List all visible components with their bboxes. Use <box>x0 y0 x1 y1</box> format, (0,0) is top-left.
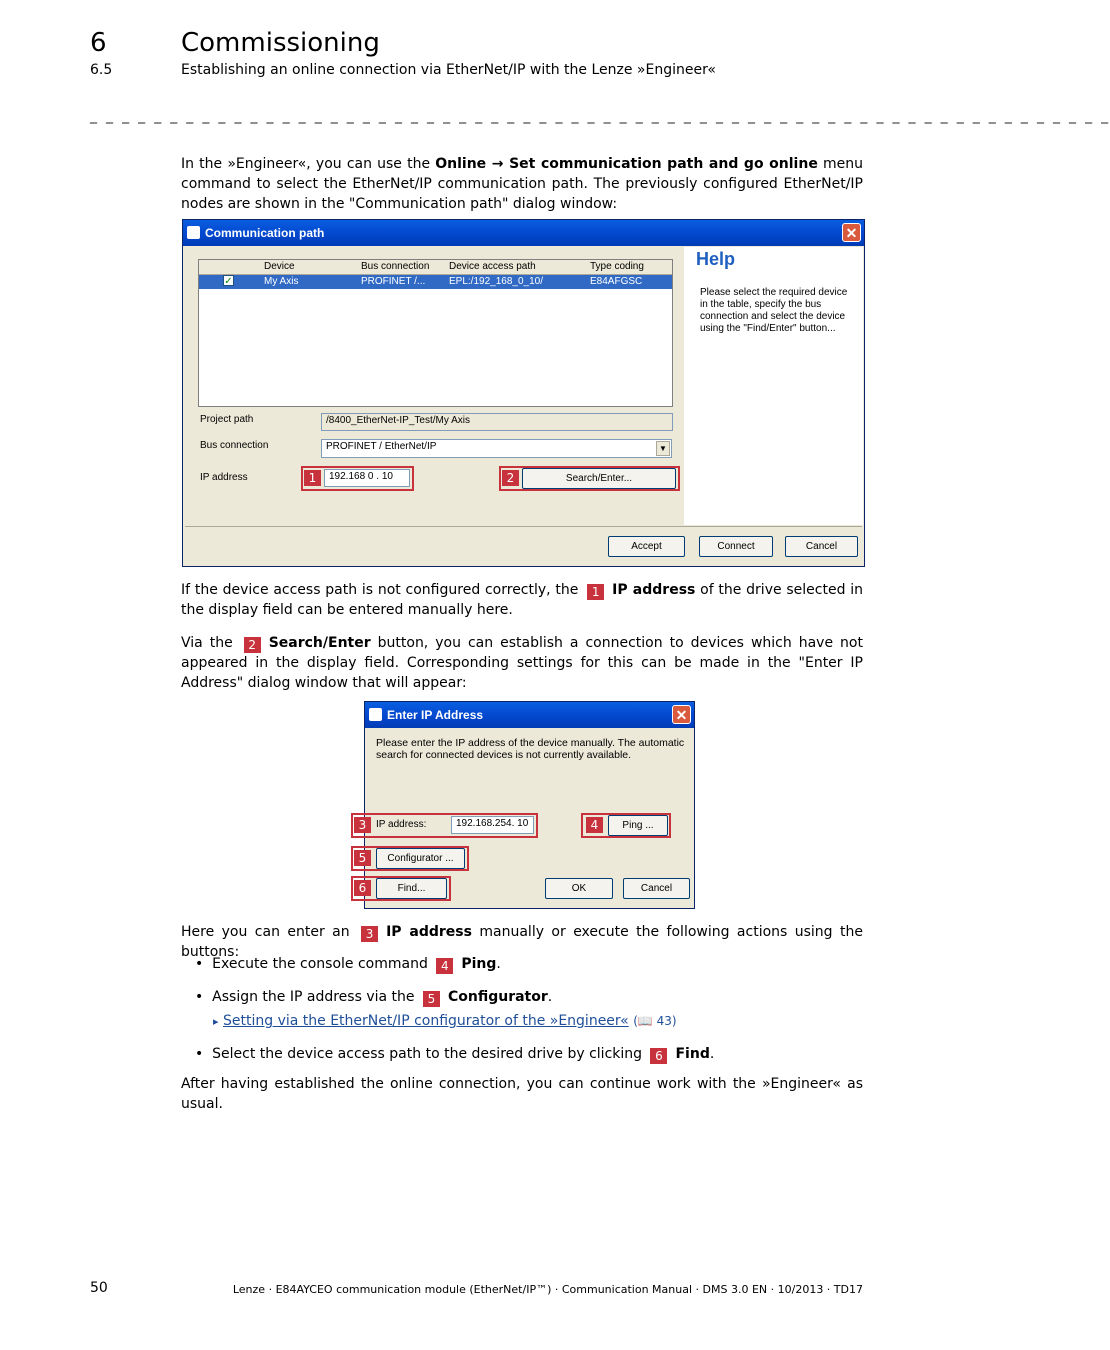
device-table <box>198 259 673 407</box>
bus-connection-label: Bus connection <box>200 440 269 451</box>
enter-ip-address-dialog <box>358 701 695 909</box>
column-header[interactable]: Type coding <box>590 261 644 272</box>
marker-3: 3 <box>354 817 371 833</box>
paragraph-search-enter: Via the 2 Search/Enter button, you can establish a connection to devices which have not appeared in the display field. Corresponding settings for this can be made in the "Enter IP Address" dialog window that will appear: <box>181 635 863 691</box>
marker-2-badge: 2 <box>244 637 261 653</box>
dialog-titlebar <box>365 702 694 728</box>
ip-address-input[interactable]: 192.168 0 . 10 <box>324 469 410 487</box>
dialog-titlebar <box>183 220 864 246</box>
list-item: • Select the device access path to the desired drive by clicking 6 Find. <box>195 1046 715 1063</box>
marker-6: 6 <box>354 880 371 896</box>
column-header[interactable]: Bus connection <box>361 261 430 272</box>
app-icon <box>187 226 200 239</box>
cross-reference <box>213 1013 677 1029</box>
close-icon[interactable]: ✕ <box>672 705 691 724</box>
cancel-button[interactable]: Cancel <box>785 536 858 557</box>
column-header[interactable]: Device <box>264 261 295 272</box>
marker-4: 4 <box>586 817 603 833</box>
section-number: 6.5 <box>90 62 113 78</box>
help-text: Please select the required device in the table, specify the bus connection and select the device using the "Find/Enter" button... <box>700 287 848 334</box>
communication-path-dialog <box>182 219 865 567</box>
connect-button[interactable]: Connect <box>699 536 773 557</box>
marker-1-badge: 1 <box>587 584 604 600</box>
list-item: • Assign the IP address via the 5 Configurator. <box>195 989 553 1006</box>
project-path-field: /8400_EtherNet-IP_Test/My Axis <box>321 413 673 431</box>
marker-1: 1 <box>304 470 321 486</box>
page-number: 50 <box>90 1280 108 1296</box>
left-panel <box>185 247 683 525</box>
list-item: • Execute the console command 4 Ping. <box>195 956 501 973</box>
dialog-title: Enter IP Address <box>387 708 484 722</box>
ip-address-label: IP address: <box>376 819 427 830</box>
find-button[interactable]: Find... <box>376 878 447 899</box>
page-reference[interactable]: (📖 43) <box>633 1014 677 1028</box>
help-title: Help <box>696 249 736 269</box>
cell-path: EPL:/192_168_0_10/ <box>449 276 543 287</box>
configurator-link[interactable]: Setting via the EtherNet/IP configurator of the »Engineer« <box>222 1013 629 1029</box>
table-row[interactable] <box>199 275 672 289</box>
marker-3-badge: 3 <box>361 926 378 942</box>
configurator-button[interactable]: Configurator ... <box>376 848 465 869</box>
paragraph-ip-address: If the device access path is not configured correctly, the 1 IP address of the drive selected in the display field can be entered manually here. <box>181 582 863 618</box>
marker-4-badge: 4 <box>436 958 453 974</box>
chapter-number: 6 <box>90 28 107 58</box>
bus-connection-select[interactable] <box>321 439 672 458</box>
dialog-text: Please enter the IP address of the device manually. The automatic search for connected devices is not currently available. <box>376 737 685 761</box>
cancel-button[interactable]: Cancel <box>623 878 690 899</box>
accept-button[interactable]: Accept <box>608 536 685 557</box>
marker-2: 2 <box>502 470 519 486</box>
table-header <box>199 260 672 275</box>
search-enter-button[interactable]: Search/Enter... <box>522 468 676 489</box>
paragraph-actions: Here you can enter an 3 IP address manually or execute the following actions using the buttons: <box>181 924 863 960</box>
column-header[interactable]: Device access path <box>449 261 536 272</box>
cell-type: E84AFGSC <box>590 276 643 287</box>
marker-5-badge: 5 <box>423 991 440 1007</box>
chapter-title: Commissioning <box>181 28 380 58</box>
dialog-title: Communication path <box>205 226 325 240</box>
close-icon[interactable]: ✕ <box>842 223 861 242</box>
ip-address-input[interactable]: 192.168.254. 10 <box>451 816 534 834</box>
footer-text: Lenze · E84AYCEO communication module (EtherNet/IP™) · Communication Manual · DMS 3.0 EN · 10/2013 · TD17 <box>232 1283 863 1296</box>
cell-device: My Axis <box>264 276 299 287</box>
ok-button[interactable]: OK <box>545 878 613 899</box>
header-rule: _ _ _ _ _ _ _ _ _ _ _ _ _ _ _ _ _ _ _ _ _ _ _ _ _ _ _ _ _ _ _ _ _ _ _ _ _ _ _ _ _ _ _ _ _ _ _ _ _ _ _ _ _ _ _ _ _ _ _ _ _ _ _ _ <box>90 108 1110 124</box>
section-title: Establishing an online connection via EtherNet/IP with the Lenze »Engineer« <box>181 62 716 78</box>
ip-address-label: IP address <box>200 472 248 483</box>
paragraph-closing: After having established the online connection, you can continue work with the »Engineer« as usual. <box>181 1076 863 1112</box>
bus-connection-value: PROFINET / EtherNet/IP <box>326 441 437 452</box>
help-panel <box>684 247 863 525</box>
ping-button[interactable]: Ping ... <box>608 815 668 836</box>
button-bar <box>185 526 862 564</box>
marker-5: 5 <box>354 850 371 866</box>
cell-bus: PROFINET /... <box>361 276 426 287</box>
chevron-down-icon[interactable]: ▼ <box>656 441 670 456</box>
intro-paragraph: In the »Engineer«, you can use the Online → Set communication path and go online menu command to select the EtherNet/IP communication path. The previously configured EtherNet/IP nodes are shown in the "Communication path" dialog window: <box>181 156 863 212</box>
checkbox[interactable]: ✓ <box>224 276 233 287</box>
arrow-right-icon: ▸ <box>213 1015 219 1028</box>
app-icon <box>369 708 382 721</box>
project-path-label: Project path <box>200 414 254 425</box>
marker-6-badge: 6 <box>650 1048 667 1064</box>
